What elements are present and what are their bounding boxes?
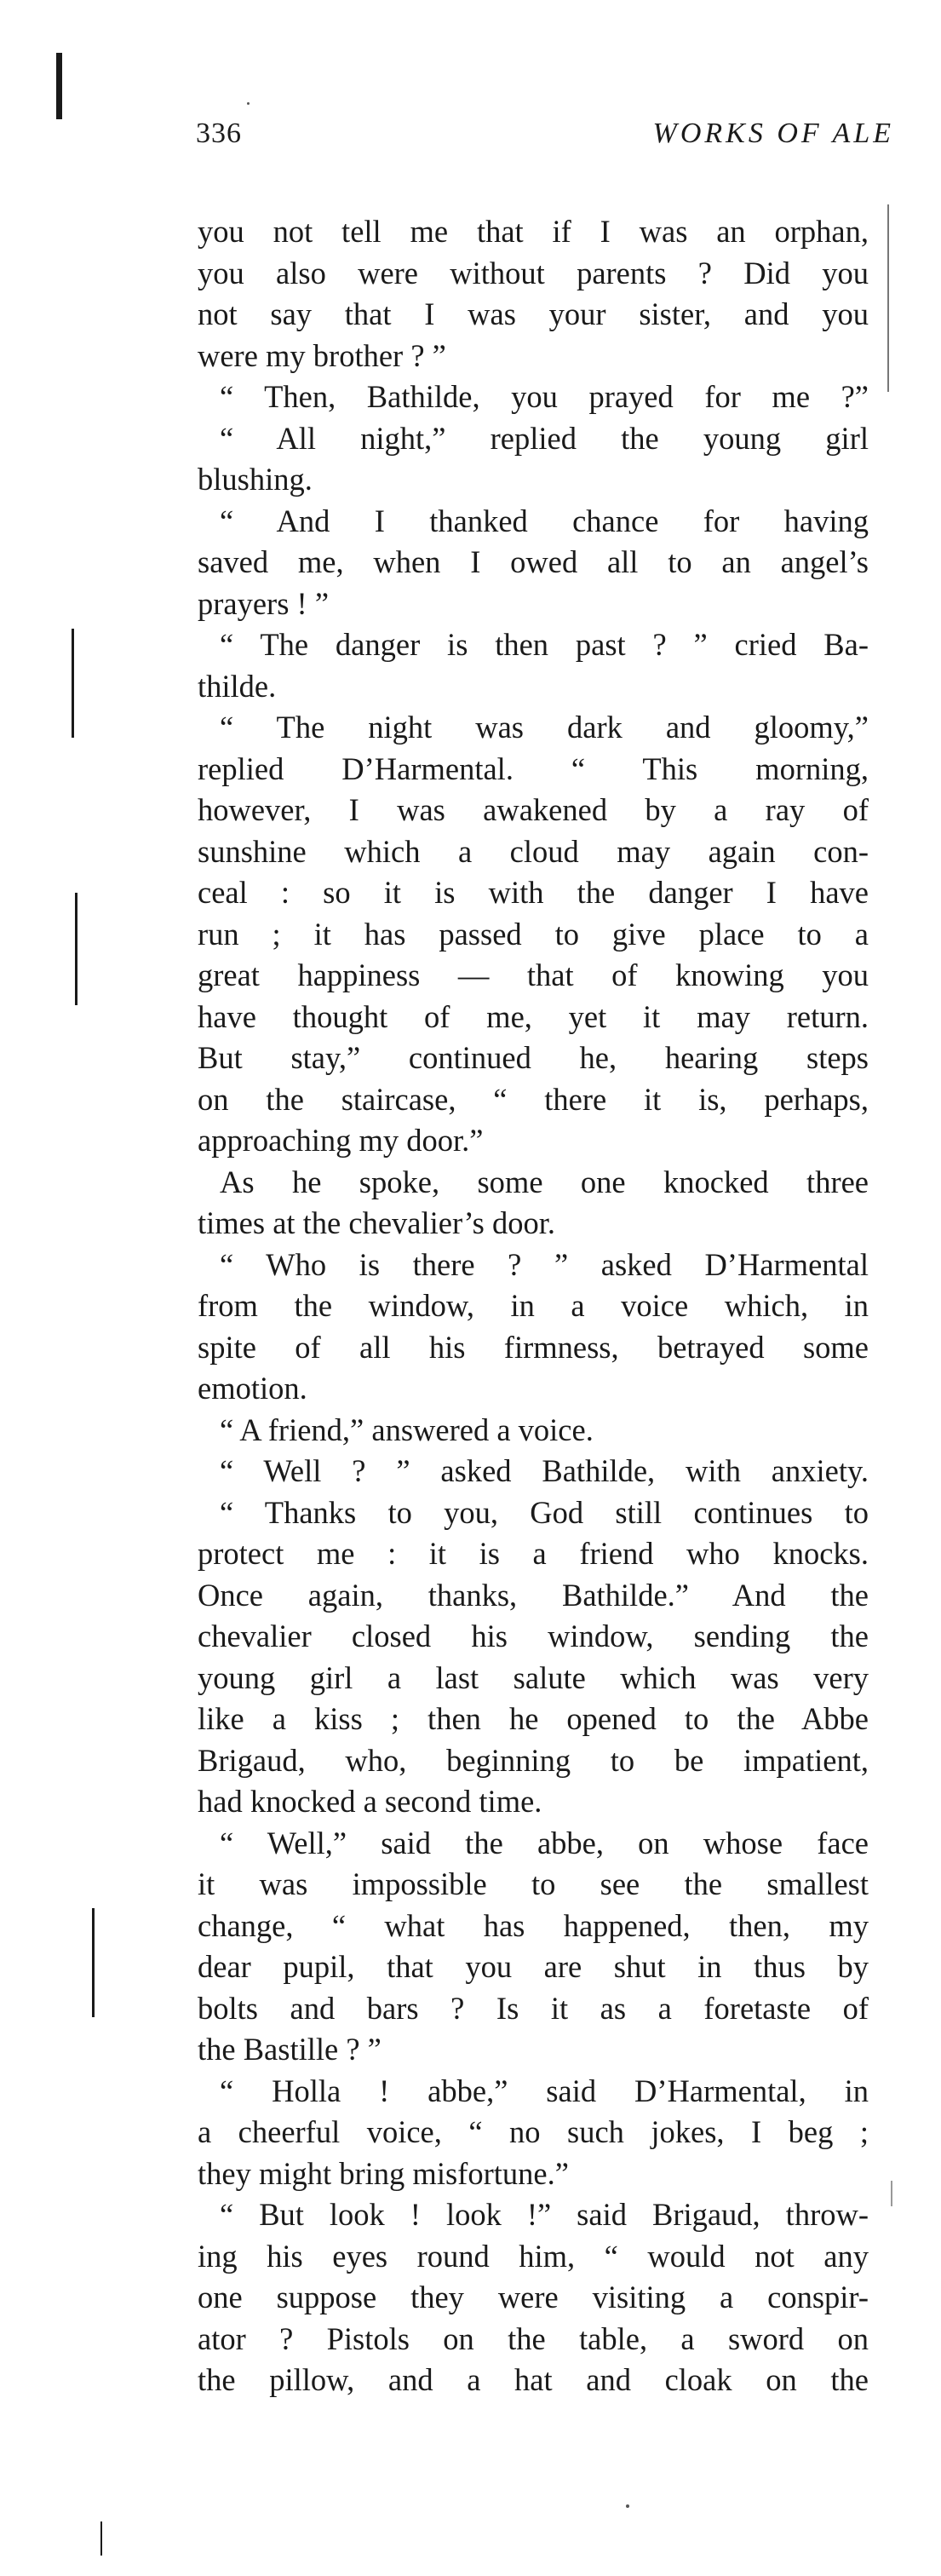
- text-line: the pillow, and a hat and cloak on the: [198, 2362, 869, 2397]
- text-line: “ Who is there ? ” asked D’Harmental: [220, 1246, 869, 1282]
- text-line: it was impossible to see the smallest: [198, 1866, 869, 1901]
- right-edge-rule: [887, 204, 889, 392]
- text-line: dear pupil, that you are shut in thus by: [198, 1949, 869, 1984]
- text-line: prayers ! ”: [198, 585, 330, 621]
- margin-rule-1: [72, 629, 74, 738]
- text-line: have thought of me, yet it may return.: [198, 998, 869, 1034]
- text-line: run ; it has passed to give place to a: [198, 916, 869, 952]
- scan-speck-2: [626, 2504, 629, 2508]
- text-line: saved me, when I owed all to an angel’s: [198, 544, 869, 579]
- text-line: “ A friend,” answered a voice.: [220, 1412, 594, 1447]
- text-line: “ The danger is then past ? ” cried Ba-: [220, 627, 869, 662]
- text-line: “ Holla ! abbe,” said D’Harmental, in: [220, 2073, 869, 2108]
- text-line: ing his eyes round him, “ would not any: [198, 2238, 869, 2274]
- text-line: bolts and bars ? Is it as a foretaste of: [198, 1990, 869, 2026]
- text-line: were my brother ? ”: [198, 337, 446, 373]
- page-number: 336: [196, 118, 242, 149]
- text-line: like a kiss ; then he opened to the Abbe: [198, 1701, 869, 1736]
- text-line: times at the chevalier’s door.: [198, 1205, 555, 1240]
- text-line: one suppose they were visiting a conspir-: [198, 2280, 869, 2314]
- text-line: “ The night was dark and gloomy,”: [220, 710, 869, 745]
- text-line: “ But look ! look !” said Brigaud, throw-: [220, 2197, 869, 2232]
- text-line: approaching my door.”: [198, 1123, 484, 1158]
- text-line: you not tell me that if I was an orphan,: [198, 214, 869, 249]
- text-line: spite of all his firmness, betrayed some: [198, 1329, 869, 1365]
- text-line: But stay,” continued he, hearing steps: [198, 1040, 869, 1075]
- text-line: had knocked a second time.: [198, 1784, 542, 1819]
- text-line: they might bring misfortune.”: [198, 2155, 569, 2191]
- text-line: from the window, in a voice which, in: [198, 1288, 869, 1323]
- running-head: [196, 118, 894, 160]
- text-line: ceal : so it is with the danger I have: [198, 875, 869, 910]
- text-line: sunshine which a cloud may again con-: [198, 833, 869, 869]
- scan-speck-1: [247, 102, 250, 105]
- text-line: a cheerful voice, “ no such jokes, I beg ;: [198, 2114, 869, 2149]
- text-line: the Bastille ? ”: [198, 2032, 382, 2067]
- body-text: [198, 211, 869, 2401]
- text-line: young girl a last salute which was very: [198, 1659, 869, 1695]
- text-line: “ Thanks to you, God still continues to: [220, 1494, 869, 1530]
- margin-rule-3: [92, 1908, 95, 2017]
- margin-rule-bottom: [100, 2521, 102, 2556]
- text-line: “ All night,” replied the young girl: [220, 420, 869, 456]
- text-line: Once again, thanks, Bathilde.” And the: [198, 1577, 869, 1613]
- text-line: “ Well,” said the abbe, on whose face: [220, 1825, 869, 1860]
- right-edge-tick: [891, 2181, 892, 2206]
- text-line: you also were without parents ? Did you: [198, 255, 869, 290]
- text-line: chevalier closed his window, sending the: [198, 1619, 869, 1653]
- text-line: ator ? Pistols on the table, a sword on: [198, 2320, 869, 2356]
- text-line: change, “ what has happened, then, my: [198, 1907, 869, 1943]
- text-line: emotion.: [198, 1371, 307, 1406]
- text-line: “ Well ? ” asked Bathilde, with anxiety.: [220, 1453, 869, 1488]
- text-line: however, I was awakened by a ray of: [198, 792, 869, 827]
- margin-rule-2: [75, 893, 77, 1005]
- text-line: not say that I was your sister, and you: [198, 296, 869, 331]
- text-line: protect me : it is a friend who knocks.: [198, 1536, 869, 1571]
- text-line: blushing.: [198, 462, 313, 497]
- text-line: replied D’Harmental. “ This morning,: [198, 750, 869, 786]
- running-title: WORKS OF ALE: [652, 118, 894, 149]
- text-line: on the staircase, “ there it is, perhaps,: [198, 1081, 869, 1117]
- text-line: Brigaud, who, beginning to be impatient,: [198, 1742, 869, 1778]
- text-line: great happiness — that of knowing you: [198, 957, 869, 992]
- text-line: thilde.: [198, 668, 277, 704]
- text-line: “ Then, Bathilde, you prayed for me ?”: [220, 379, 869, 414]
- margin-mark-top: [56, 53, 62, 119]
- text-line: As he spoke, some one knocked three: [220, 1164, 869, 1199]
- text-line: “ And I thanked chance for having: [220, 503, 869, 538]
